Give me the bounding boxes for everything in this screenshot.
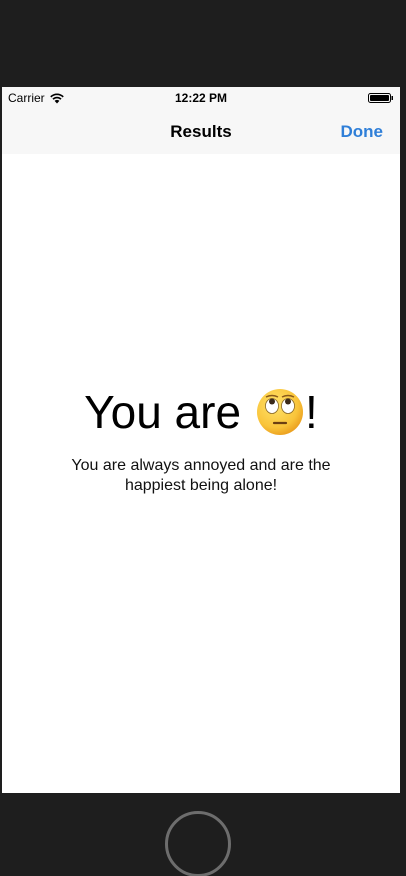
status-time: 12:22 PM	[174, 91, 228, 105]
navigation-bar	[2, 109, 400, 154]
face-with-rolling-eyes-icon	[255, 387, 305, 437]
carrier-label: Carrier	[8, 91, 45, 105]
page-title: Results	[170, 122, 232, 141]
status-bar	[2, 87, 400, 109]
battery-icon	[368, 93, 394, 103]
app-screen	[2, 87, 400, 793]
result-headline	[2, 386, 400, 438]
result-content	[2, 154, 400, 793]
result-description: You are always annoyed and are the happiest being alone!	[71, 457, 331, 494]
done-button[interactable]: Done	[340, 122, 383, 141]
headline-suffix: !	[305, 386, 318, 438]
home-button[interactable]	[165, 811, 231, 876]
headline-prefix: You are	[84, 386, 242, 438]
